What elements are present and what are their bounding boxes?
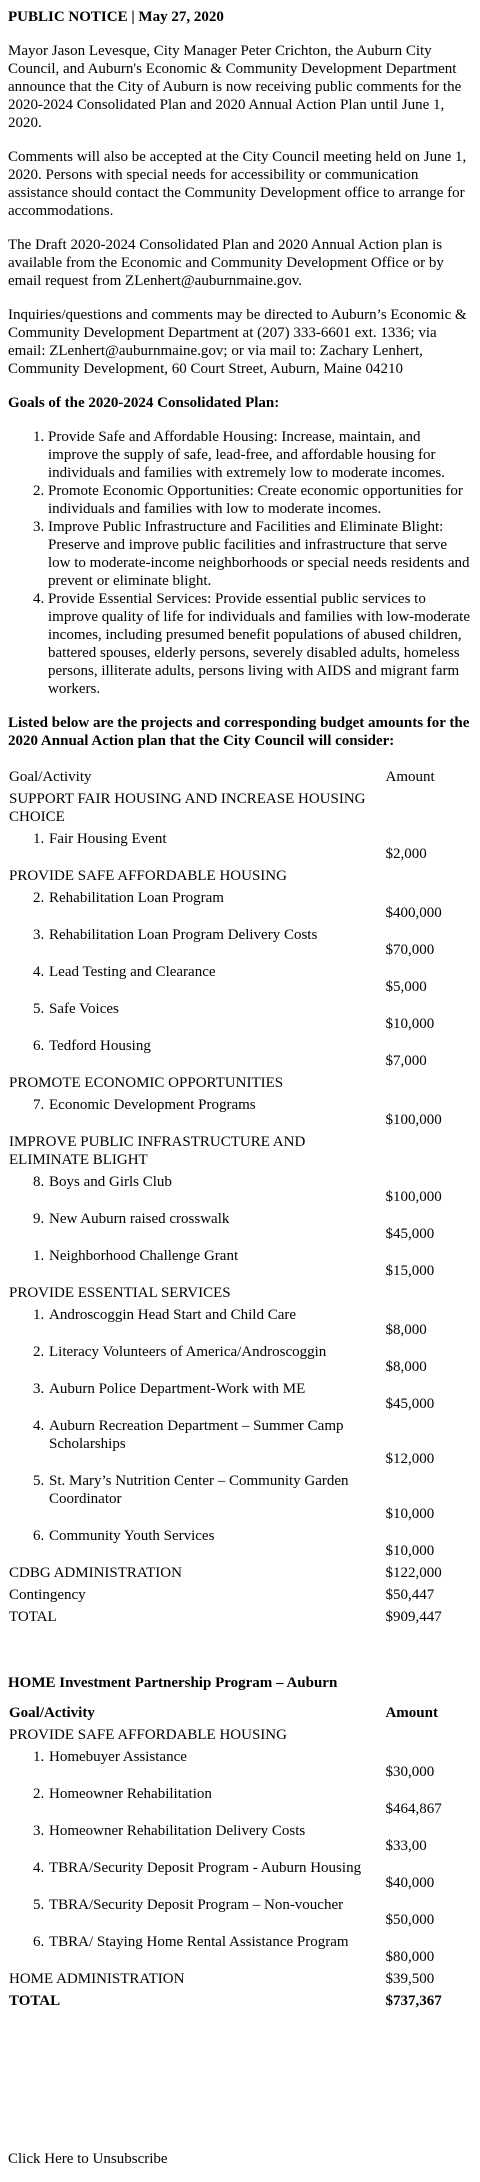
budget-row — [8, 1305, 474, 1340]
activity-cell — [8, 962, 383, 997]
home-admin-row-label: HOME ADMINISTRATION — [9, 1971, 185, 1987]
activity-name: Androscoggin Head Start and Child Care — [49, 1307, 297, 1323]
activity-cell — [8, 1747, 382, 1782]
activity-cell — [8, 1209, 383, 1244]
activity-amount: $45,000 — [385, 1396, 435, 1412]
activity-number: 4. — [33, 1418, 45, 1434]
activity-entry — [9, 1822, 381, 1855]
activity-entry — [9, 1037, 382, 1070]
activity-amount: $8,000 — [385, 1359, 427, 1375]
activity-amount: $12,000 — [385, 1451, 435, 1467]
activity-cell — [8, 1895, 382, 1930]
budget-row — [8, 829, 474, 864]
activity-amount: $30,000 — [385, 1764, 435, 1780]
activity-number: 1. — [33, 1307, 45, 1323]
activity-amount: $100,000 — [385, 1112, 442, 1128]
activity-number: 5. — [33, 1001, 45, 1017]
activity-number: 4. — [33, 964, 45, 980]
activity-entry — [9, 1343, 382, 1376]
cdbg-heading: Listed below are the projects and corresponding budget amounts for the 2020 Annual Action plan that the City Council will consider: — [8, 715, 470, 749]
cdbg-admin-row — [8, 1563, 474, 1583]
activity-amount: $80,000 — [385, 1949, 435, 1965]
goal-activity-header: Goal/Activity — [9, 769, 92, 785]
activity-number: 2. — [33, 890, 45, 906]
activity-entry — [9, 1306, 382, 1339]
activity-entry — [9, 1247, 382, 1280]
activity-name: TBRA/Security Deposit Program - Auburn Housing — [49, 1860, 362, 1876]
section-row — [8, 1073, 474, 1093]
activity-cell — [8, 1416, 383, 1469]
activity-entry — [9, 1173, 382, 1206]
goal-item: 3. Improve Public Infrastructure and Facilities and Eliminate Blight: Preserve and improve public facilities and infrastructure that serve low to moderate-income neighborhoods or special needs residents and prevent or eliminate blight. — [48, 518, 472, 590]
budget-row — [8, 1416, 474, 1469]
section-row — [8, 1725, 474, 1745]
activity-entry — [9, 830, 382, 863]
intro-paragraph: Mayor Jason Levesque, City Manager Peter Crichton, the Auburn City Council, and Auburn's Economic & Community Development Department announce that the City of Auburn is now receiving public comments for the 2020-2024 Consolidated Plan and 2020 Annual Action Plan until June 1, 2020. — [8, 43, 462, 131]
section-title: PROVIDE ESSENTIAL SERVICES — [9, 1285, 231, 1301]
activity-name: Rehabilitation Loan Program — [49, 890, 224, 906]
activity-cell — [8, 1095, 383, 1130]
activity-name: Economic Development Programs — [49, 1097, 256, 1113]
activity-name: Homebuyer Assistance — [49, 1749, 187, 1765]
activity-name: Boys and Girls Club — [49, 1174, 172, 1190]
activity-name: TBRA/ Staying Home Rental Assistance Program — [49, 1934, 349, 1950]
activity-amount: $70,000 — [385, 942, 435, 958]
activity-cell — [8, 925, 383, 960]
home-budget-table — [6, 1702, 476, 2013]
activity-name: Rehabilitation Loan Program Delivery Costs — [49, 927, 318, 943]
budget-row — [8, 999, 474, 1034]
home-admin-row — [8, 1969, 474, 1989]
activity-number: 2. — [33, 1786, 45, 1802]
budget-row — [8, 1379, 474, 1414]
section-amount-empty — [385, 866, 474, 886]
budget-row — [8, 1209, 474, 1244]
budget-row — [8, 1747, 474, 1782]
budget-row — [8, 1172, 474, 1207]
activity-cell — [8, 1172, 383, 1207]
activity-number: 5. — [33, 1897, 45, 1913]
activity-entry — [9, 1859, 381, 1892]
activity-cell — [8, 829, 383, 864]
home-header-row — [8, 1704, 474, 1723]
activity-cell — [8, 1246, 383, 1281]
activity-number: 1. — [33, 831, 45, 847]
activity-cell — [8, 1932, 382, 1967]
section-amount-empty — [385, 1132, 474, 1170]
goal-activity-header: Goal/Activity — [9, 1705, 95, 1721]
budget-row — [8, 1895, 474, 1930]
activity-number: 3. — [33, 927, 45, 943]
budget-row — [8, 1526, 474, 1561]
activity-entry — [9, 1748, 381, 1781]
activity-amount: $7,000 — [385, 1053, 427, 1069]
section-amount-empty — [384, 1725, 474, 1745]
section-row — [8, 789, 474, 827]
section-title: IMPROVE PUBLIC INFRASTRUCTURE AND ELIMINATE BLIGHT — [9, 1134, 306, 1168]
goal-item: 4. Provide Essential Services: Provide essential public services to improve quality of life for individuals and families with low-moderate incomes, including presumed benefit populations of abused children, battered spouses, elderly persons, severely disabled adults, homeless persons, illiterate adults, persons living with AIDS and migrant farm workers. — [48, 590, 472, 698]
comments-paragraph: Comments will also be accepted at the City Council meeting held on June 1, 2020. Persons with special needs for accessibility or communication assistance should contact the Community Development office to arrange for accommodations. — [8, 149, 467, 219]
activity-cell — [8, 1305, 383, 1340]
activity-number: 6. — [33, 1528, 45, 1544]
activity-amount: $2,000 — [385, 846, 427, 862]
cdbg-total-row-label: TOTAL — [9, 1609, 57, 1625]
activity-name: Tedford Housing — [49, 1038, 151, 1054]
activity-name: Homeowner Rehabilitation Delivery Costs — [49, 1823, 306, 1839]
section-title: SUPPORT FAIR HOUSING AND INCREASE HOUSING CHOICE — [9, 791, 366, 825]
activity-number: 1. — [33, 1749, 45, 1765]
home-admin-row-amount: $39,500 — [385, 1971, 435, 1987]
activity-entry — [9, 1096, 382, 1129]
activity-entry — [9, 1417, 382, 1468]
activity-amount: $5,000 — [385, 979, 427, 995]
activity-name: Neighborhood Challenge Grant — [49, 1248, 239, 1264]
section-title: PROMOTE ECONOMIC OPPORTUNITIES — [9, 1075, 284, 1091]
activity-cell — [8, 999, 383, 1034]
activity-number: 9. — [33, 1211, 45, 1227]
activity-number: 6. — [33, 1038, 45, 1054]
activity-number: 2. — [33, 1344, 45, 1360]
activity-amount: $464,867 — [385, 1801, 442, 1817]
budget-row — [8, 925, 474, 960]
activity-cell — [8, 1036, 383, 1071]
goals-list — [8, 428, 472, 698]
activity-entry — [9, 1527, 382, 1560]
activity-number: 5. — [33, 1473, 45, 1489]
activity-amount: $8,000 — [385, 1322, 427, 1338]
home-total-row-amount: $737,367 — [385, 1993, 442, 2009]
home-total-row-label: TOTAL — [9, 1993, 61, 2009]
activity-amount: $45,000 — [385, 1226, 435, 1242]
section-title: PROVIDE SAFE AFFORDABLE HOUSING — [9, 868, 287, 884]
activity-name: St. Mary’s Nutrition Center – Community Garden Coordinator — [49, 1473, 349, 1507]
activity-entry — [9, 1472, 382, 1523]
activity-entry — [9, 963, 382, 996]
activity-name: Safe Voices — [49, 1001, 119, 1017]
activity-number: 7. — [33, 1097, 45, 1113]
budget-row — [8, 1858, 474, 1893]
activity-cell — [8, 1784, 382, 1819]
budget-row — [8, 1932, 474, 1967]
activity-name: TBRA/Security Deposit Program – Non-voucher — [49, 1897, 344, 1913]
contingency-row-amount: $50,447 — [385, 1587, 435, 1603]
activity-cell — [8, 1379, 383, 1414]
budget-row — [8, 1246, 474, 1281]
activity-amount: $40,000 — [385, 1875, 435, 1891]
contingency-row-label: Contingency — [9, 1587, 86, 1603]
activity-name: Homeowner Rehabilitation — [49, 1786, 212, 1802]
section-amount-empty — [385, 1283, 474, 1303]
activity-number: 1. — [33, 1248, 45, 1264]
activity-number: 3. — [33, 1823, 45, 1839]
activity-entry — [9, 1210, 382, 1243]
activity-amount: $33,00 — [385, 1838, 427, 1854]
section-title: PROVIDE SAFE AFFORDABLE HOUSING — [9, 1727, 287, 1743]
activity-amount: $15,000 — [385, 1263, 435, 1279]
section-row — [8, 866, 474, 886]
budget-row — [8, 888, 474, 923]
budget-row — [8, 1821, 474, 1856]
notice-title: PUBLIC NOTICE | May 27, 2020 — [8, 9, 224, 25]
section-row — [8, 1283, 474, 1303]
activity-entry — [9, 1896, 381, 1929]
section-row — [8, 1132, 474, 1170]
activity-name: New Auburn raised crosswalk — [49, 1211, 230, 1227]
budget-row — [8, 962, 474, 997]
activity-name: Fair Housing Event — [49, 831, 167, 847]
activity-amount: $400,000 — [385, 905, 442, 921]
activity-cell — [8, 888, 383, 923]
activity-name: Auburn Recreation Department – Summer Camp Scholarships — [49, 1418, 344, 1452]
activity-amount: $10,000 — [385, 1016, 435, 1032]
section-amount-empty — [385, 1073, 474, 1093]
activity-name: Lead Testing and Clearance — [49, 964, 216, 980]
unsubscribe-link[interactable]: Click Here to Unsubscribe — [8, 2151, 168, 2167]
inquiries-paragraph: Inquiries/questions and comments may be directed to Auburn’s Economic & Community Development Department at (207) 333-6601 ext. 1336; via email: ZLenhert@auburnmaine.gov; or via mail to: Zachary Lenhert, Community Development, 60 Court Street, Auburn, Maine 04210 — [8, 307, 467, 377]
budget-row — [8, 1095, 474, 1130]
activity-amount: $10,000 — [385, 1506, 435, 1522]
cdbg-header-row — [8, 768, 474, 787]
activity-cell — [8, 1471, 383, 1524]
draft-availability-paragraph: The Draft 2020-2024 Consolidated Plan and 2020 Annual Action plan is available from the Economic and Community Development Office or by email request from ZLenhert@auburnmaine.gov. — [8, 237, 444, 289]
activity-entry — [9, 1785, 381, 1818]
goal-item: 2. Promote Economic Opportunities: Create economic opportunities for individuals and families with low to moderate incomes. — [48, 482, 472, 518]
activity-cell — [8, 1821, 382, 1856]
contingency-row — [8, 1585, 474, 1605]
cdbg-total-row — [8, 1607, 474, 1627]
cdbg-admin-row-label: CDBG ADMINISTRATION — [9, 1565, 182, 1581]
activity-entry — [9, 1933, 381, 1966]
activity-entry — [9, 1000, 382, 1033]
home-total-row — [8, 1991, 474, 2011]
activity-amount: $50,000 — [385, 1912, 435, 1928]
activity-amount: $10,000 — [385, 1543, 435, 1559]
goals-heading: Goals of the 2020-2024 Consolidated Plan: — [8, 395, 280, 411]
budget-row — [8, 1036, 474, 1071]
activity-number: 8. — [33, 1174, 45, 1190]
activity-cell — [8, 1342, 383, 1377]
cdbg-budget-table — [6, 766, 476, 1629]
amount-header: Amount — [385, 769, 435, 785]
activity-entry — [9, 889, 382, 922]
activity-cell — [8, 1858, 382, 1893]
activity-entry — [9, 926, 382, 959]
activity-number: 6. — [33, 1934, 45, 1950]
cdbg-admin-row-amount: $122,000 — [385, 1565, 442, 1581]
activity-cell — [8, 1526, 383, 1561]
activity-name: Auburn Police Department-Work with ME — [49, 1381, 306, 1397]
activity-name: Community Youth Services — [49, 1528, 215, 1544]
goal-item: 1. Provide Safe and Affordable Housing: Increase, maintain, and improve the supply of safe, lead-free, and affordable housing for individuals and families with extremely low to moderate incomes. — [48, 428, 472, 482]
amount-header: Amount — [385, 1705, 438, 1721]
budget-row — [8, 1784, 474, 1819]
activity-number: 4. — [33, 1860, 45, 1876]
budget-row — [8, 1342, 474, 1377]
activity-entry — [9, 1380, 382, 1413]
home-heading: HOME Investment Partnership Program – Auburn — [8, 1675, 338, 1691]
section-amount-empty — [385, 789, 474, 827]
budget-row — [8, 1471, 474, 1524]
cdbg-total-row-amount: $909,447 — [385, 1609, 442, 1625]
activity-name: Literacy Volunteers of America/Androscoggin — [49, 1344, 327, 1360]
activity-amount: $100,000 — [385, 1189, 442, 1205]
activity-number: 3. — [33, 1381, 45, 1397]
